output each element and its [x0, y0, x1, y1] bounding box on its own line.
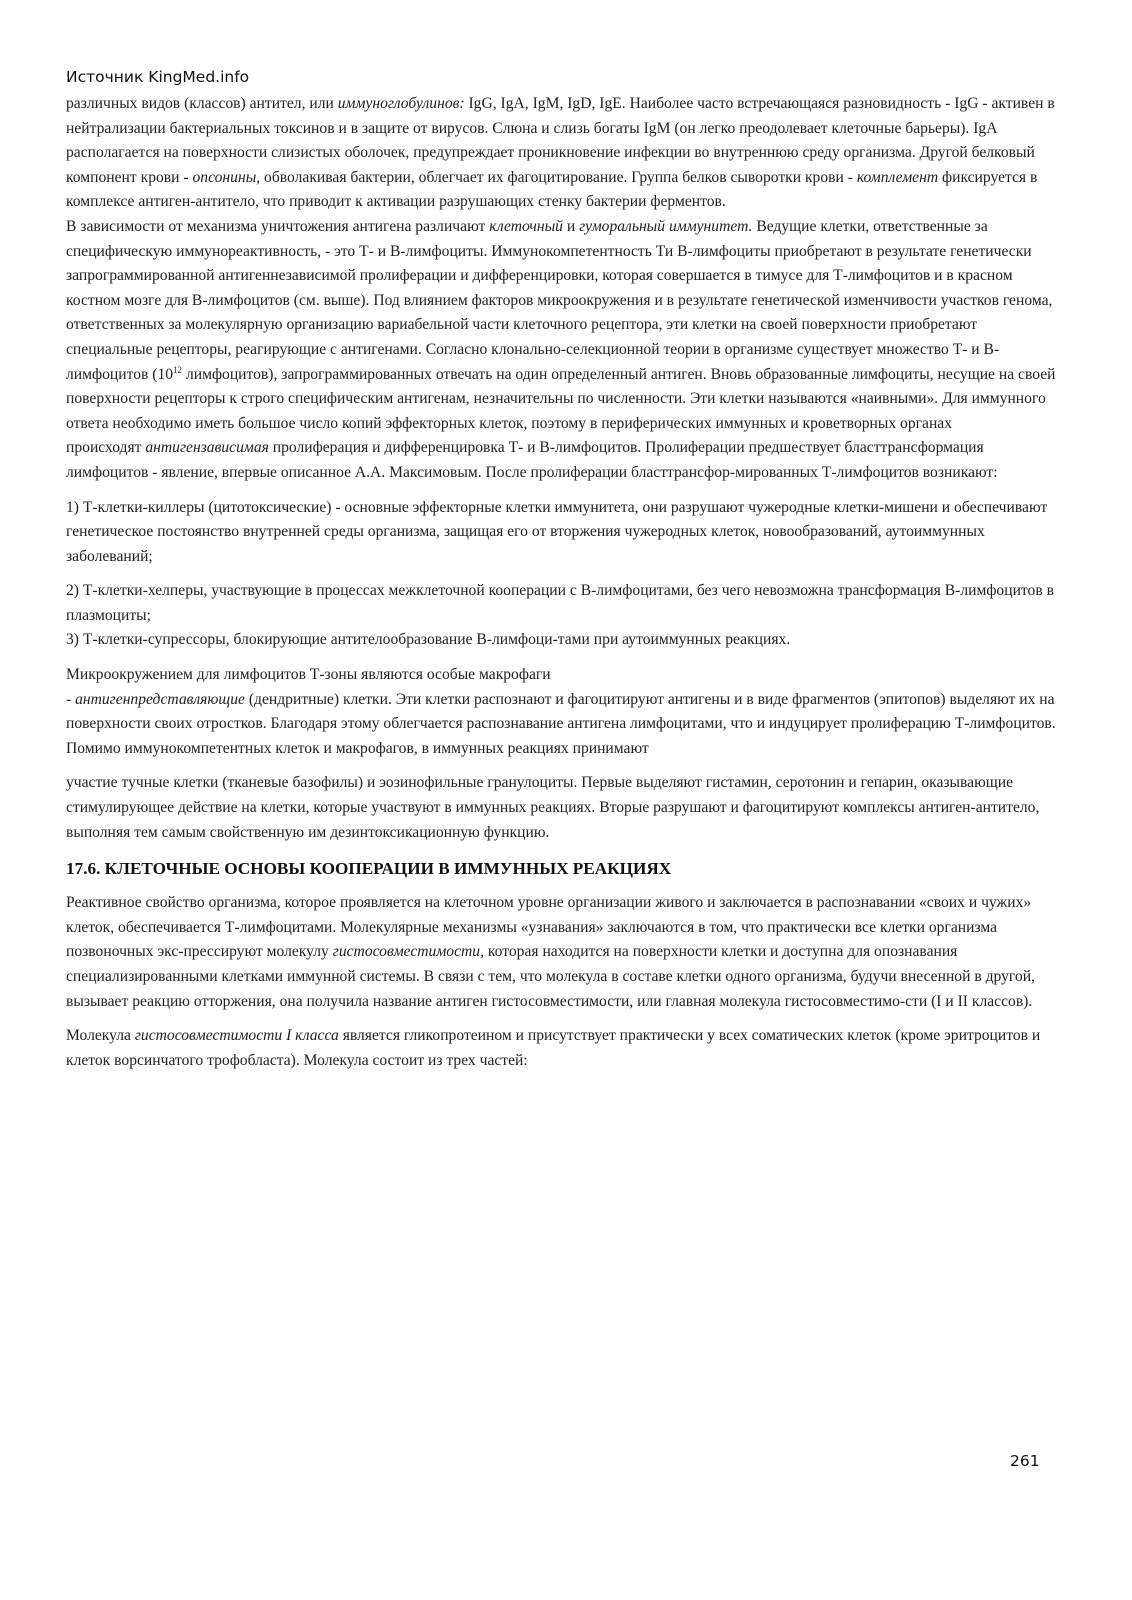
- text-run: Молекула: [66, 1027, 135, 1045]
- list-item-suppressors: 3) Т-клетки-супрессоры, блокирующие антителообразование В-лимфоци-тами при аутоиммунных реакциях.: [66, 631, 791, 649]
- text-run: Реактивное свойство организма, которое проявляется на клеточном уровне организации живого и заключается в распознавании «своих и чужих» клеток, обеспечивается Т-лимфоцитами. Молекулярные механизмы «узнавания» заключаются в том, что практически все клетки организма позвоночных экс-прессируют молекулу: [66, 894, 1032, 961]
- text-run: IgG, IgA, IgM, IgD, IgE. Наиболее часто встречающаяся разновидность - IgG - активен в нейтрализации бактериальных токсинов и в защите от вирусов. Слюна и слизь богаты IgM (он легко преодолевает клеточные барьеры). IgA располагается на поверхности слизистых оболочек, предупреждает проникновение инфекции во внутреннюю среду организма. Другой белковый компонент крови -: [66, 95, 1055, 186]
- text-run: лимфоцитов), запрограммированных отвечать на один определенный антиген. Вновь образованные лимфоциты, несущие на своей поверхности рецепторы к строго специфическим антигенам, незначительны по численности. Эти клетки называются «наивными». Для иммунного ответа необходимо иметь большое число копий эффекторных клеток, поэтому в периферических иммунных и кроветворных органах: [66, 365, 1056, 432]
- section-heading: 17.6. КЛЕТОЧНЫЕ ОСНОВЫ КООПЕРАЦИИ В ИММУННЫХ РЕАКЦИЯХ: [66, 859, 672, 879]
- text-run: (дендритные) клетки. Эти клетки распознают и фагоцитируют антигены и в виде фрагментов (эпитопов) выделяют их на поверхности своих отростков. Благодаря этому облегчается распознавание антигена лимфоцитами, что и индуцирует пролиферацию Т-лимфоцитов. Помимо иммунокомпетентных клеток и макрофагов, в иммунных реакциях принимают: [66, 690, 1056, 757]
- paragraph-microenvironment: [66, 663, 1056, 761]
- italic-term: гистосовместимости,: [332, 943, 484, 961]
- italic-term: гистосовместимости I класса: [134, 1027, 339, 1045]
- text-run: различных видов (классов) антител, или: [66, 95, 338, 112]
- italic-term: опсонины,: [192, 168, 261, 186]
- list-item-helpers: 2) Т-клетки-хелперы, участвующие в процессах межклеточной кооперации с В-лимфоцитами, без чего невозможна трансформация В-лимфоцитов в плазмоциты;: [66, 582, 1054, 624]
- page-body: [66, 92, 1056, 1073]
- paragraph-immunity-types: [66, 215, 1056, 436]
- paragraph-mhc-class-1: [66, 1024, 1056, 1073]
- text-run: которая находится на поверхности клетки и доступна для опознавания специализированными клетками иммунной системы. В связи с тем, что молекула в составе клетки одного организма, будучи внесенной в другой, вызывает реакцию отторжения, она получила название антиген гистосовместимости, или главная молекула гистосовместимо-сти (I и II классов).: [66, 943, 1035, 1010]
- superscript: 12: [173, 364, 183, 375]
- paragraph-mast-cells: участие тучные клетки (тканевые базофилы) и эозинофильные гранулоциты. Первые выделяют гистамин, серотонин и гепарин, оказывающие стимулирующее действие на клетки, которые участвуют в иммунных реакциях. Вторые разрушают и фагоцитируют комплексы антиген-антитело, выполняя тем самым свойственную им дезинтоксикационную функцию.: [66, 774, 1040, 841]
- text-run: Микроокружением для лимфоцитов Т-зоны являются особые макрофаги: [66, 666, 551, 684]
- paragraph-antibodies: [66, 92, 1056, 215]
- text-run: В зависимости от механизма уничтожения антигена различают: [66, 217, 490, 235]
- text-run: фиксируется в комплексе антиген-антитело, что приводит к активации разрушающих стенку бактерии ферментов.: [66, 168, 1038, 211]
- italic-term: иммуноглобулинов:: [337, 95, 465, 112]
- italic-term: антигензависимая: [145, 439, 269, 457]
- italic-term: гуморальный иммунитет.: [579, 217, 753, 235]
- text-run: происходят: [66, 439, 146, 457]
- source-header: Источник KingMed.info: [66, 68, 250, 86]
- text-run: обволакивая бактерии, облегчает их фагоцитирование. Группа белков сыворотки крови -: [260, 168, 857, 186]
- list-item-killers: 1) Т-клетки-киллеры (цитотоксические) - основные эффекторные клетки иммунитета, они разрушают чужеродные клетки-мишени и обеспечивают генетическое постоянство внутренней среды организма, защищая его от вторжения чужеродных клеток, новообразований, аутоиммунных заболеваний;: [66, 498, 1048, 565]
- text-run: -: [66, 690, 76, 708]
- paragraph-proliferation: [66, 436, 1056, 485]
- text-run: пролиферация и дифференцировка Т- и В-лимфоцитов. Пролиферации предшествует бласттрансформация лимфоцитов - явление, впервые описанное А.А. Максимовым. После пролиферации бласттрансфор-мированных Т-лимфоцитов возникают:: [66, 439, 998, 481]
- italic-term: клеточный: [489, 217, 563, 235]
- text-run: и: [562, 217, 580, 235]
- italic-term: комплемент: [856, 168, 939, 186]
- page-number: 261: [1010, 1452, 1040, 1470]
- text-run: является гликопротеином и присутствует практически у всех соматических клеток (кроме эритроцитов и клеток ворсинчатого трофобласта). Молекула состоит из трех частей:: [66, 1027, 1041, 1069]
- italic-term: антигенпредставляющие: [75, 690, 245, 708]
- paragraph-reactivity: [66, 891, 1056, 1014]
- text-run: Ведущие клетки, ответственные за специфическую иммунореактивность, - это Т- и В-лимфоциты. Иммунокомпетентность Ти В-лимфоциты приобретают в результате генетически запрограммированной антигеннезависимой пролиферации и дифференцировки, которая совершается в тимусе для Т-лимфоцитов и в красном костном мозге для В-лимфоцитов (см. выше). Под влиянием факторов микроокружения и в результате генетической изменчивости участков генома, ответственных за молекулярную организацию вариабельной части клеточного рецептора, эти клетки на своей поверхности приобретают специальные рецепторы, реагирующие с антигенами. Согласно клонально-селекционной теории в организме существует множество Т- и В-лимфоцитов (10: [66, 217, 1053, 383]
